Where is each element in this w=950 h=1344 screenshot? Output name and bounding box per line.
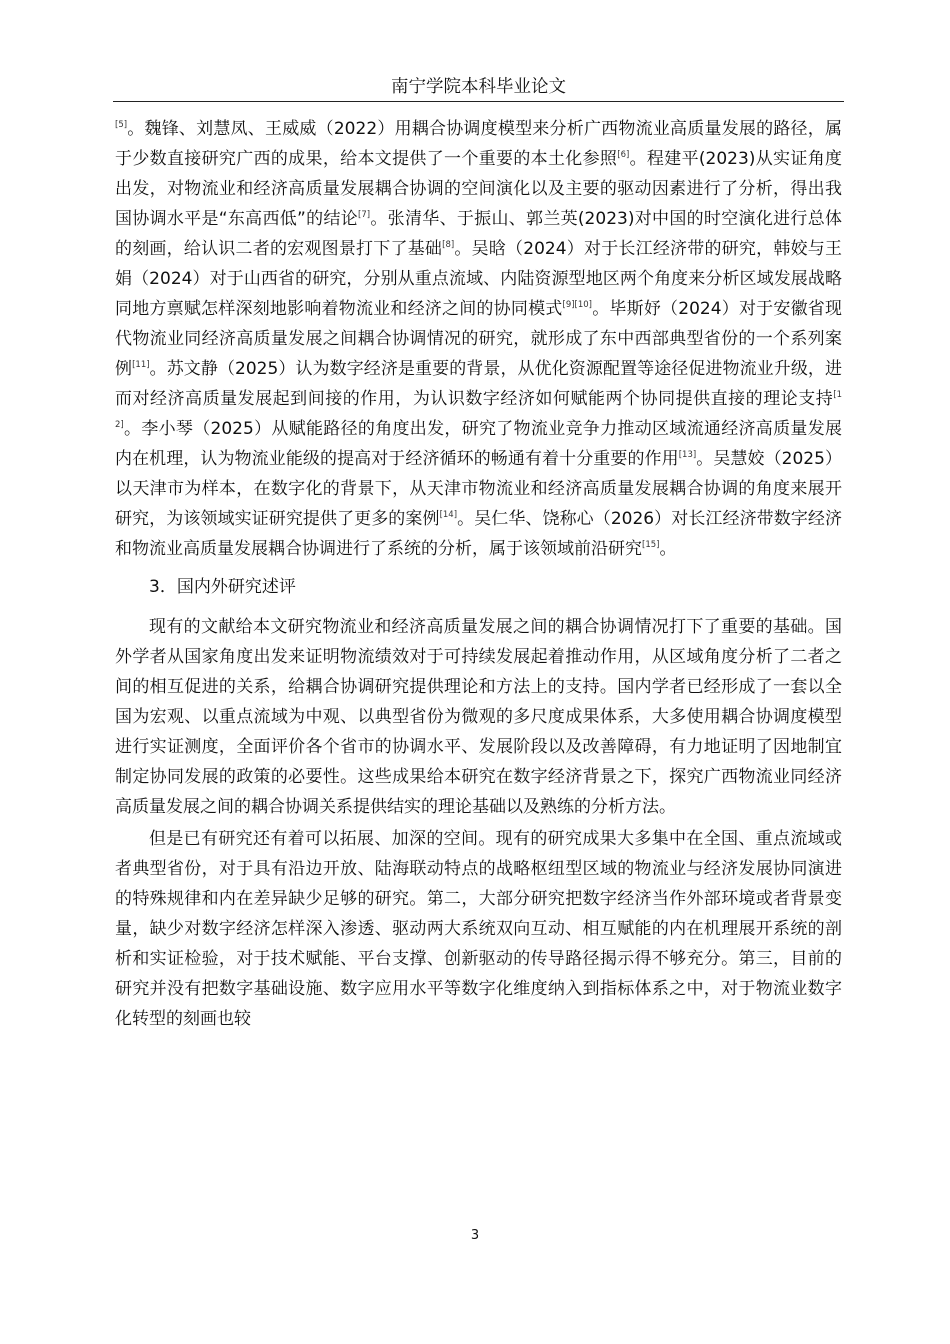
- paragraph-text-segment: 。吴慧姣（2025）以天津市为样本，在数字化的背景下，从天津市物流业和经济高质量发展耦合协调的角度来展开研究，为该领域实证研究提供了更多的案例: [115, 449, 843, 529]
- paragraph-text-segment: 。苏文静（2025）认为数字经济是重要的背景，从优化资源配置等途径促进物流业升级，进而对经济高质量发展起到间接的作用，为认识数字经济如何赋能两个协同提供直接的理论支持: [115, 359, 843, 409]
- page-body: [115, 114, 842, 1034]
- header-divider: [113, 101, 844, 102]
- review-paragraph-1: 现有的文献给本文研究物流业和经济高质量发展之间的耦合协调情况打下了重要的基础。国外学者从国家角度出发来证明物流绩效对于可持续发展起着推动作用，从区域角度分析了二者之间的相互促进的关系，给耦合协调研究提供理论和方法上的支持。国内学者已经形成了一套以全国为宏观、以重点流域为中观、以典型省份为微观的多尺度成果体系，大多使用耦合协调度模型进行实证测度，全面评价各个省市的协调水平、发展阶段以及改善障碍，有力地证明了因地制宜制定协同发展的政策的必要性。这些成果给本研究在数字经济背景之下，探究广西物流业同经济高质量发展之间的耦合协调关系提供结实的理论基础以及熟练的分析方法。: [115, 617, 842, 817]
- paragraph-text-segment: 。吴仁华、饶称心（2026）对长江经济带数字经济和物流业高质量发展耦合协调进行了系统的分析，属于该领域前沿研究: [115, 509, 843, 559]
- paragraph-text-segment: 。程建平(2023)从实证角度出发，对物流业和经济高质量发展耦合协调的空间演化以及主要的驱动因素进行了分析，得出我国协调水平是“东高西低”的结论: [115, 149, 843, 229]
- citation-marker: [5]: [115, 120, 128, 130]
- citation-marker: [8]: [442, 240, 455, 250]
- citation-marker: [13]: [678, 450, 697, 460]
- page-number: 3: [470, 1228, 480, 1243]
- paragraph-text-segment: 。吴晗（2024）对于长江经济带的研究，韩姣与王娟（2024）对于山西省的研究，分别从重点流域、内陆资源型地区两个角度来分析区域发展战略同地方禀赋怎样深刻地影响着物流业和经济之间的协同模式: [115, 239, 843, 319]
- literature-review-paragraph: [115, 114, 842, 564]
- citation-marker: [7]: [358, 210, 371, 220]
- citation-marker: [15]: [642, 540, 660, 550]
- review-paragraph-2: 但是已有研究还有着可以拓展、加深的空间。现有的研究成果大多集中在全国、重点流域或者典型省份，对于具有沿边开放、陆海联动特点的战略枢纽型区域的物流业与经济发展协同演进的特殊规律和内在差异缺少足够的研究。第二，大部分研究把数字经济当作外部环境或者背景变量，缺少对数字经济怎样深入渗透、驱动两大系统双向互动、相互赋能的内在机理展开系统的剖析和实证检验，对于技术赋能、平台支撑、创新驱动的传导路径揭示得不够充分。第三，目前的研究并没有把数字基础设施、数字应用水平等数字化维度纳入到指标体系之中，对于物流业数字化转型的刻画也较: [115, 829, 842, 1029]
- citation-marker: [12]: [115, 390, 842, 430]
- citation-marker: [11]: [132, 360, 150, 370]
- page-header-title: 南宁学院本科毕业论文: [391, 77, 566, 97]
- paragraph-text-segment: 。李小琴（2025）从赋能路径的角度出发，研究了物流业竞争力推动区域流通经济高质量发展内在机理，认为物流业能级的提高对于经济循环的畅通有着十分重要的作用: [115, 419, 842, 469]
- paragraph-text-segment: 。毕斯妤（2024）对于安徽省现代物流业同经济高质量发展之间耦合协调情况的研究，就形成了东中西部典型省份的一个系列案例: [115, 299, 843, 379]
- paragraph-text-segment: 。张清华、于振山、郭兰英(2023)对中国的时空演化进行总体的刻画，给认识二者的宏观图景打下了基础: [115, 209, 842, 259]
- citation-marker: [14]: [439, 510, 458, 520]
- citation-marker: [6]: [617, 150, 630, 160]
- citation-marker: [9][10]: [562, 300, 592, 310]
- paragraph-text-segment: 。: [659, 539, 677, 559]
- paragraph-text-segment: 。魏锋、刘慧凤、王威威（2022）用耦合协调度模型来分析广西物流业高质量发展的路径，属于少数直接研究广西的成果，给本文提供了一个重要的本土化参照: [115, 119, 842, 169]
- section-heading: 3．国内外研究述评: [149, 577, 296, 597]
